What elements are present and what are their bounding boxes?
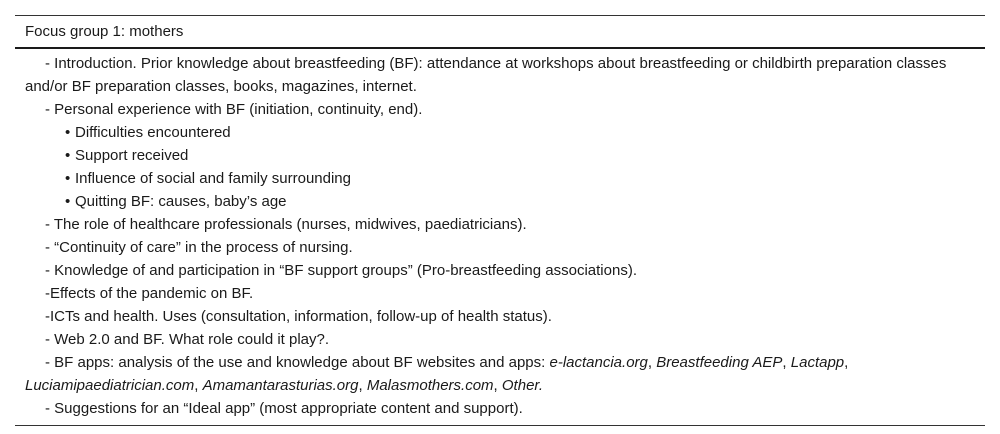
icts-item: -ICTs and health. Uses (consultation, information, follow-up of health status). (45, 308, 552, 325)
ideal-app-item: - Suggestions for an “Ideal app” (most appropriate content and support). (45, 400, 523, 417)
bullet-text: Support received (75, 147, 189, 164)
healthcare-role-item: - The role of healthcare professionals (nurses, midwives, paediatricians). (45, 216, 527, 233)
app-name: Lactapp (790, 354, 845, 371)
bullet-symbol: • (65, 147, 71, 164)
pandemic-item: -Effects of the pandemic on BF. (45, 285, 254, 302)
bullet-text: Difficulties encountered (75, 124, 231, 141)
intro-item: - Introduction. Prior knowledge about breastfeeding (BF): attendance at workshops about breastfeeding or childbirth preparation classes and/or BF preparation classes, books, magazines, internet. (25, 55, 947, 95)
continuity-of-care-item: - “Continuity of care” in the process of nursing. (45, 239, 353, 256)
table-bottom-rule (15, 425, 985, 426)
bullet-item (15, 190, 985, 213)
app-name: Luciamipaediatrician.com (25, 377, 195, 394)
bullet-item (15, 167, 985, 190)
bullet-item (15, 144, 985, 167)
app-name: Malasmothers.com (366, 377, 494, 394)
support-groups-item: - Knowledge of and participation in “BF support groups” (Pro-breastfeeding associations). (45, 262, 637, 279)
bf-apps-prefix: - BF apps: analysis of the use and knowledge about BF websites and apps: (45, 354, 550, 371)
app-name: Other. (501, 377, 544, 394)
bullet-item (15, 121, 985, 144)
web20-item: - Web 2.0 and BF. What role could it play?. (45, 331, 330, 348)
table-header: Focus group 1: mothers (25, 23, 184, 40)
app-name: e-lactancia.org (549, 354, 648, 371)
table-body (15, 49, 985, 425)
bf-apps-item: - BF apps: analysis of the use and knowledge about BF websites and apps: e-lactancia.org, Breastfeeding AEP, Lactapp, Luciamipaediatrician.com, Amamantarasturias.org, Malasmothers.com, Other. (25, 354, 849, 394)
app-name: Breastfeeding AEP (656, 354, 783, 371)
bullet-symbol: • (65, 170, 71, 187)
bullet-text: Influence of social and family surrounding (75, 170, 351, 187)
bullet-text: Quitting BF: causes, baby’s age (75, 193, 287, 210)
app-name: Amamantarasturias.org (202, 377, 359, 394)
bullet-symbol: • (65, 193, 71, 210)
focus-group-table (15, 15, 985, 426)
bullet-symbol: • (65, 124, 71, 141)
personal-experience-item: - Personal experience with BF (initiation, continuity, end). (45, 101, 423, 118)
